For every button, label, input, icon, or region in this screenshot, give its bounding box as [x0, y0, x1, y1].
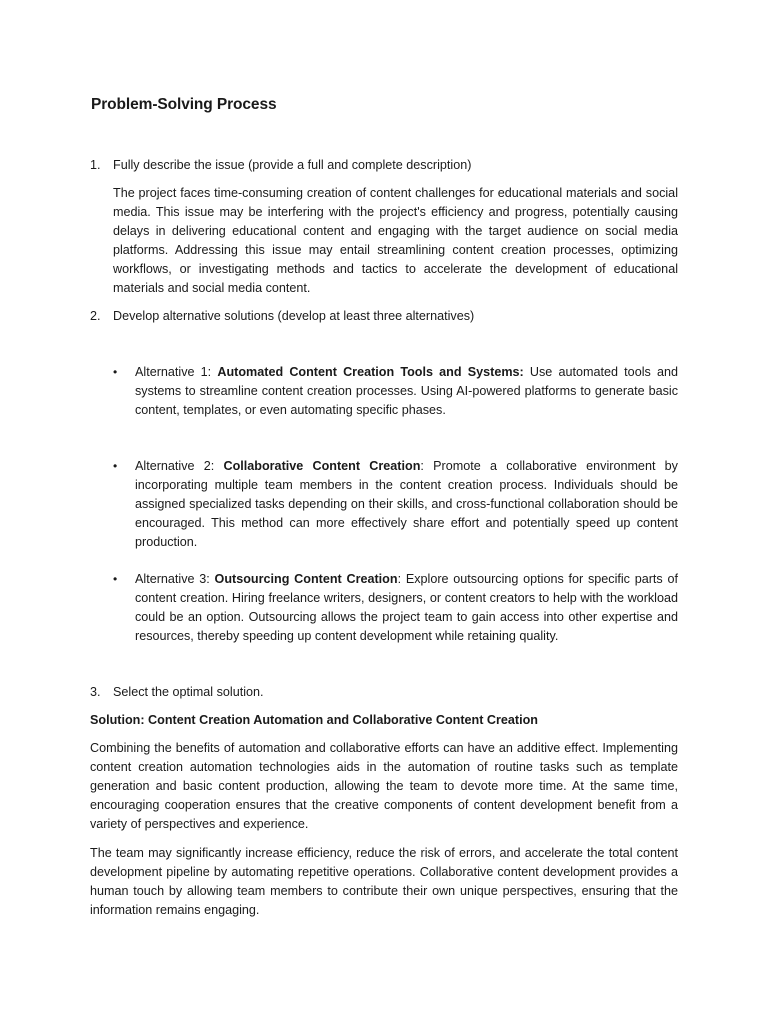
- alternative-2-text: [135, 457, 678, 552]
- list-item: [113, 570, 678, 646]
- alternative-1-text: [135, 363, 678, 420]
- step-2-heading: [90, 307, 678, 326]
- alternative-3-prefix: Alternative 3:: [135, 572, 215, 586]
- step-3-heading-text: Select the optimal solution.: [113, 685, 264, 699]
- list-item: [113, 457, 678, 552]
- alternative-2-prefix: Alternative 2:: [135, 459, 224, 473]
- alternative-1-name: Automated Content Creation Tools and Systems:: [217, 365, 524, 379]
- alternative-2-description: : Promote a collaborative environment by incorporating multiple team members in the content creation process. Individuals should be assigned specialized tasks depending on their skills, and cross-functional collaboration should be encouraged. This method can more effectively share effort and potentially speed up content production.: [135, 459, 678, 549]
- alternative-1-description: Use automated tools and systems to streamline content creation processes. Using AI-powered platforms to generate basic content, templates, or even automating specific phases.: [135, 365, 678, 417]
- alternative-3-text: [135, 570, 678, 646]
- solution-heading-text: Solution: Content Creation Automation and Collaborative Content Creation: [90, 713, 539, 727]
- page-title: Problem-Solving Process: [91, 96, 277, 113]
- step-1-heading: [90, 156, 678, 175]
- bullet-icon: •: [113, 365, 118, 379]
- step-3-heading: [90, 683, 678, 702]
- solution-heading: [90, 711, 678, 730]
- step-2-number: 2.: [90, 309, 101, 323]
- bullet-icon: •: [113, 459, 118, 473]
- step-3-number: 3.: [90, 685, 101, 699]
- step-1-body: The project faces time-consuming creation of content challenges for educational materials and social media. This issue may be interfering with the project's efficiency and progress, potentially causing delays in delivering educational content and engaging with the target audience on social media platforms. Addressing this issue may entail streamlining content creation processes, optimizing workflows, or investigating methods and tactics to accelerate the development of educational materials and social media content.: [113, 186, 678, 295]
- alternatives-list: [90, 363, 678, 646]
- alternative-1-prefix: Alternative 1:: [135, 365, 218, 379]
- list-item: [113, 363, 678, 420]
- step-1-heading-text: Fully describe the issue (provide a full and complete description): [113, 158, 472, 172]
- alternative-3-name: Outsourcing Content Creation: [214, 572, 398, 586]
- step-2-heading-text: Develop alternative solutions (develop at least three alternatives): [113, 309, 475, 323]
- bullet-icon: •: [113, 572, 118, 586]
- solution-paragraph-2: The team may significantly increase efficiency, reduce the risk of errors, and accelerate the total content development pipeline by automating repetitive operations. Collaborative content development provides a human touch by allowing team members to contribute their own unique perspectives, ensuring that the information remains engaging.: [90, 846, 678, 917]
- solution-paragraph-1: Combining the benefits of automation and collaborative efforts can have an additive effect. Implementing content creation automation technologies aids in the automation of routine tasks such as template generation and basic content production, allowing the team to devote more time. At the same time, encouraging cooperation ensures that the creative components of content development benefit from a variety of perspectives and experience.: [90, 741, 678, 831]
- alternative-3-description: : Explore outsourcing options for specific parts of content creation. Hiring freelance writers, designers, or content creators to help with the workload could be an option. Outsourcing allows the project team to gain access into other expertise and resources, thereby speeding up content development while retaining quality.: [135, 572, 678, 643]
- step-1-number: 1.: [90, 158, 101, 172]
- alternative-2-name: Collaborative Content Creation: [223, 459, 421, 473]
